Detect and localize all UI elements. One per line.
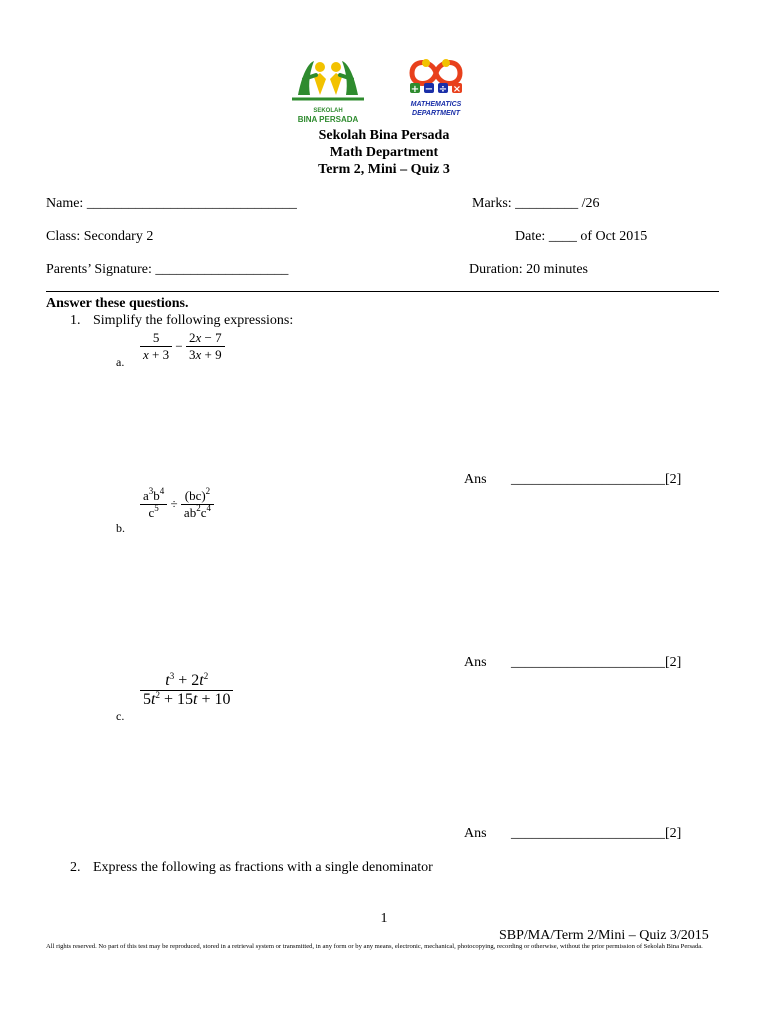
q1-number: 1. [70, 313, 81, 328]
math-department-logo [402, 55, 470, 119]
math-logo-line1: MATHEMATICS [410, 101, 462, 108]
q1a-expression: $\frac{5}{x + 3}$ − $\frac{2x - 7}{3x + 9}$ [140, 330, 225, 363]
q1b-fraction-2: $\frac{(bc)^2}{ab^2c^4}$ [181, 488, 214, 521]
quiz-title: Term 2, Mini – Quiz 3 [318, 162, 450, 177]
svg-text:×: × [452, 84, 462, 95]
school-title: Sekolah Bina Persada [318, 128, 450, 143]
q1a-ans-line: ______________________[2] [511, 472, 682, 487]
math-department-logo-graphic [402, 55, 470, 95]
q1b-label: b. [116, 521, 125, 535]
class-field: Class: Secondary 2 [46, 229, 154, 244]
school-logo-line2: BINA PERSADA [297, 115, 359, 124]
q1c-ans-line: ______________________[2] [511, 826, 682, 841]
instructions: Answer these questions. [46, 296, 189, 311]
q1c-ans-label: Ans [464, 826, 487, 841]
q1-text: Simplify the following expressions: [93, 313, 294, 328]
school-logo [288, 55, 368, 124]
q1c-expression [140, 672, 233, 709]
school-logo-graphic [288, 55, 368, 103]
q1b-fraction-1: $\frac{a^3b^4}{c^5}$ [140, 488, 167, 521]
q1c-label: c. [116, 709, 125, 723]
math-logo-line2: DEPARTMENT [412, 110, 460, 117]
date-field: Date: ____ of Oct 2015 [515, 229, 648, 244]
duration-field: Duration: 20 minutes [469, 262, 588, 277]
signature-field: Parents’ Signature: ___________________ [46, 262, 289, 277]
footer-code: SBP/MA/Term 2/Mini – Quiz 3/2015 [499, 928, 709, 943]
svg-text:−: − [424, 84, 434, 95]
q1b-expression: $\frac{a^3b^4}{c^5}$ ÷ $\frac{(bc)^2}{ab^2c^4}$ [140, 488, 214, 521]
page-number: 1 [380, 911, 388, 926]
q1c-fraction: $\frac{t^3 + 2t^2}{5t^2 + 15t + 10}$ [140, 672, 233, 709]
q1a-ans-label: Ans [464, 472, 487, 487]
department-title: Math Department [329, 145, 439, 160]
school-logo-line1: SEKOLAH [313, 108, 343, 114]
footer-rights: All rights reserved. No part of this test may be reproduced, stored in a retrieval system or transmitted, in any form or by any means, electronic, mechanical, photocopying, recording or otherwise, without the prior permission of Sekolah Bina Persada. [46, 943, 703, 950]
q1a-label: a. [116, 355, 125, 369]
marks-field: Marks: _________ /26 [472, 196, 600, 211]
q1b-ans-line: ______________________[2] [511, 655, 682, 670]
name-field: Name: ______________________________ [46, 196, 297, 211]
q1b-ans-label: Ans [464, 655, 487, 670]
q2-text: Express the following as fractions with a single denominator [93, 860, 433, 875]
svg-text:÷: ÷ [438, 84, 448, 95]
q2-number: 2. [70, 860, 81, 875]
q1a-fraction-2: $\frac{2x - 7}{3x + 9}$ [186, 330, 225, 363]
svg-text:+: + [410, 84, 420, 95]
q1a-fraction-1: $\frac{5}{x + 3}$ [140, 330, 172, 363]
header-divider [46, 291, 719, 292]
